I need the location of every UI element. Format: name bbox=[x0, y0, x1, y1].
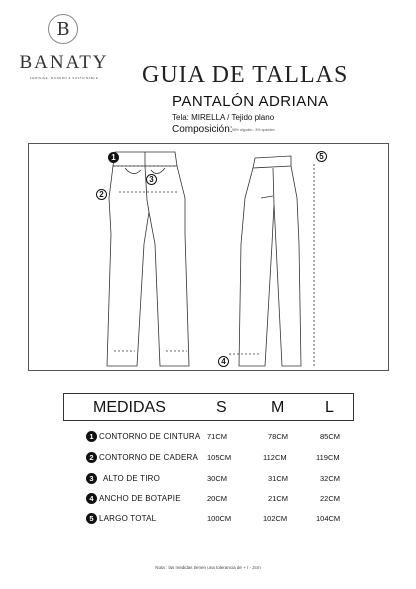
table-row bbox=[86, 473, 356, 487]
table-row bbox=[86, 431, 356, 445]
back-waistband bbox=[253, 156, 291, 168]
row-number: 3 bbox=[86, 473, 97, 484]
value-s: 20CM bbox=[207, 494, 228, 503]
drawing-marker-4: 4 bbox=[218, 356, 229, 367]
value-l: 104CM bbox=[316, 514, 341, 523]
row-label: CONTORNO DE CINTURA bbox=[99, 432, 201, 441]
size-header-s: S bbox=[216, 399, 227, 416]
row-number: 4 bbox=[86, 493, 97, 504]
value-s: 105CM bbox=[207, 453, 232, 462]
front-pants-outline bbox=[107, 166, 189, 366]
value-l: 32CM bbox=[320, 474, 341, 483]
tolerance-note: Nota : las medidas tienen una tolerancia de + / - 2cm bbox=[155, 565, 261, 570]
front-pocket-right bbox=[151, 168, 165, 174]
brand-tagline: FEMININE, MODERN & SUSTAINABLE bbox=[29, 76, 99, 80]
value-l: 85CM bbox=[320, 432, 341, 441]
brand-name: BANATY bbox=[19, 52, 109, 73]
composition-value: 95% algodón - 5% spandex bbox=[232, 128, 275, 132]
measurements-header: MEDIDAS bbox=[93, 399, 166, 416]
back-pants-outline bbox=[239, 166, 301, 366]
value-s: 71CM bbox=[207, 432, 228, 441]
drawing-marker-1: 1 bbox=[108, 152, 119, 163]
size-header-l: L bbox=[325, 399, 334, 416]
logo-monogram: B bbox=[56, 18, 70, 40]
row-number: 5 bbox=[86, 513, 97, 524]
table-row bbox=[86, 493, 356, 507]
pants-drawing bbox=[29, 144, 390, 372]
drawing-marker-5: 5 bbox=[316, 151, 327, 162]
row-label: CONTORNO DE CADERA bbox=[99, 453, 199, 462]
value-m: 112CM bbox=[263, 453, 287, 462]
size-header-m: M bbox=[271, 399, 285, 416]
row-number: 2 bbox=[86, 452, 97, 463]
back-seam bbox=[273, 168, 274, 204]
value-l: 22CM bbox=[320, 494, 341, 503]
drawing-marker-2: 2 bbox=[96, 189, 107, 200]
row-label: ALTO DE TIRO bbox=[103, 474, 161, 483]
value-s: 100CM bbox=[207, 514, 232, 523]
table-row bbox=[86, 513, 356, 527]
row-label: LARGO TOTAL bbox=[99, 514, 157, 523]
guide-title: GUIA DE TALLAS bbox=[142, 62, 349, 88]
brand-logo bbox=[48, 14, 78, 44]
back-dart bbox=[261, 196, 273, 198]
value-l: 119CM bbox=[316, 453, 340, 462]
value-m: 102CM bbox=[263, 514, 288, 523]
front-pocket-left bbox=[125, 168, 141, 174]
value-m: 31CM bbox=[268, 474, 289, 483]
table-row bbox=[86, 452, 356, 466]
row-number: 1 bbox=[86, 431, 97, 442]
fabric-info: Tela: MIRELLA / Tejido plano bbox=[172, 113, 275, 122]
row-label: ANCHO DE BOTAPIE bbox=[99, 494, 181, 503]
product-name: PANTALÓN ADRIANA bbox=[172, 93, 329, 110]
technical-drawing bbox=[28, 143, 389, 371]
drawing-marker-3: 3 bbox=[146, 174, 157, 185]
value-m: 21CM bbox=[268, 494, 289, 503]
value-s: 30CM bbox=[207, 474, 228, 483]
composition-label: Composición: bbox=[172, 124, 233, 135]
value-m: 78CM bbox=[268, 432, 289, 441]
